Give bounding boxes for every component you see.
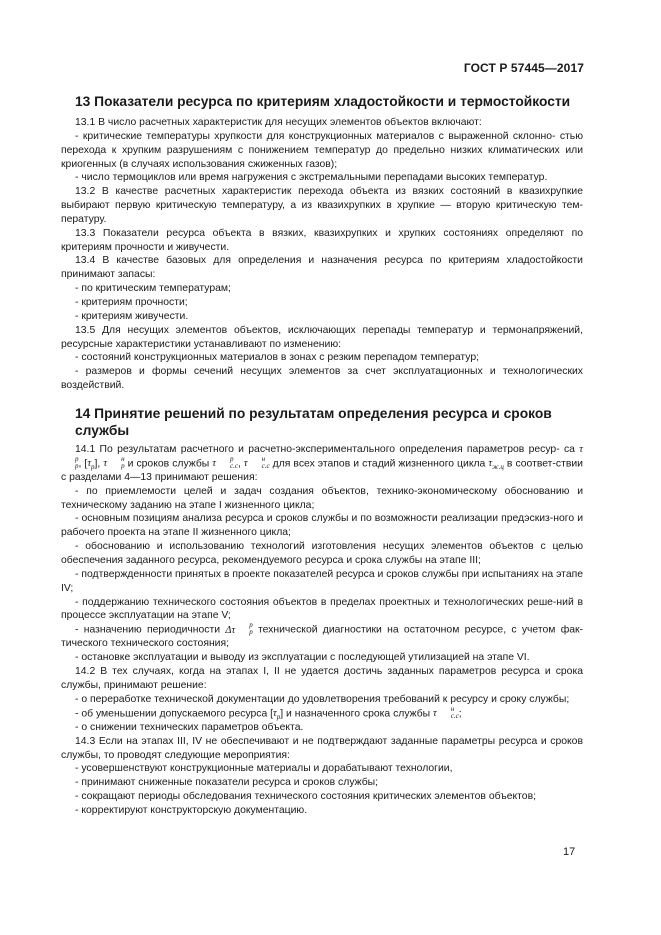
list-item: - о переработке технической документации до удовлетворения требований к ресурсу и сроку службы;: [75, 693, 570, 705]
list-item: - сокращают периоды обследования технического состояния критических элементов объектов;: [75, 791, 536, 803]
list-item: - усовершенствуют конструкционные материалы и дорабатывают технологии,: [75, 763, 453, 775]
list-item: - по критическим температурам;: [75, 283, 231, 295]
page-content: [61, 90, 583, 818]
paragraph: - критические температуры хрупкости для конструкционных материалов с выраженной склонно- стью перехода к хрупким разрушениям с понижением температур до предельно низких климатических или криогенных (в случаях использования сжиженных газов);: [61, 130, 584, 170]
paragraph-14-1: 14.1 По результатам расчетного и расчетно-экспериментального определения параметров ресур- са τ р р , $[\tau_р]$, τ н р и сроков службы τ р с.с , τ н с.с для всех этапов и стадий жизненного цикла $\tau_{ж.ц}$ в соответ-ствии с разделами 4—13 принимают решения:: [61, 443, 583, 483]
list-item: - критериям живучести.: [75, 310, 189, 322]
paragraph: 13.5 Для несущих элементов объектов, исключающих перепады температур и термонапряжений, ресурсные характеристики устанавливают по изменению:: [61, 324, 583, 350]
section-14-title: 14 Принятие решений по результатам определения ресурса и сроков службы: [75, 405, 552, 438]
list-item: - поддержанию технического состояния объектов в пределах проектных и технологических реше-ний в процессе эксплуатации на этапе V;: [61, 596, 583, 622]
list-item: - об уменьшении допускаемого ресурса $[\tau_р]$ и назначенного срока службы τ н с.с ;: [75, 704, 462, 722]
paragraph: 13.1 В число расчетных характеристик для несущих элементов объектов включают:: [75, 117, 482, 128]
list-item: - размеров и формы сечений несущих элементов за счет эксплуатационных и технологических воздействий.: [61, 366, 583, 392]
paragraph: 13.3 Показатели ресурса объекта в вязких, квазихрупких и хрупких состояниях определяют по критериям прочности и живучести.: [61, 227, 583, 253]
list-item: - подтвержденности принятых в проекте показателей ресурса и сроков службы при испытаниях на этапе IV;: [61, 568, 584, 594]
document-id: ГОСТ Р 57445—2017: [463, 61, 584, 75]
list-item: - о снижении технических параметров объекта.: [75, 721, 304, 733]
list-item: - обоснованию и использованию технологий изготовления несущих элементов объектов с целью обеспечения заданного ресурса, рекомендуемого ресурса и срока службы на этапе III;: [61, 541, 583, 567]
section-13-title: 13 Показатели ресурса по критериям хладостойкости и термостойкости: [75, 94, 571, 109]
list-item: - основным позициям анализа ресурса и сроков службы и по возможности реализации предэскиз-ного и рабочего проекта на этапе II жизненного цикла;: [61, 513, 583, 539]
paragraph: 14.3 Если на этапах III, IV не обеспечивают и не подтверждают заданные параметры ресурса и сроков службы, то проводят следующие мероприятия:: [61, 735, 583, 761]
list-item: - принимают сниженные показатели ресурса и сроков службы;: [75, 777, 379, 789]
list-item: - состояний конструкционных материалов в зонах с резким перепадом температур;: [75, 352, 480, 364]
list-item: - по приемлемости целей и задач создания объектов, технико-экономическому обоснованию и техническому заданию на этапе I жизненного цикла;: [61, 485, 583, 511]
list-item: - остановке эксплуатации и выводу из эксплуатации с последующей утилизацией на этапе VI.: [75, 652, 530, 664]
paragraph: 13.2 В качестве расчетных характеристик перехода объекта из вязких состояний в квазихрупкие выбирают первую критическую температуру, а из квазихрупких в хрупкие — вторую критическую тем-пературу.: [61, 186, 583, 225]
list-item: - критериям прочности;: [75, 296, 188, 308]
paragraph: - число термоциклов или время нагружения с экстремальными перепадами высоких температур.: [75, 172, 548, 184]
list-item: - корректируют конструкторскую документацию.: [75, 804, 308, 816]
page-number: 17: [563, 846, 576, 858]
list-item: - назначению периодичности Δτ р р технической диагностики на остаточном ресурсе, с учетом фак-тического технического состояния;: [61, 621, 584, 650]
paragraph: 13.4 В качестве базовых для определения и назначения ресурса по критериям хладостойкости принимают запасы:: [61, 255, 583, 281]
paragraph: 14.2 В тех случаях, когда на этапах I, II не удается достичь заданных параметров ресурса и срока службы, принимают решение:: [61, 666, 583, 691]
tau-symbol: τ р р: [75, 443, 583, 470]
